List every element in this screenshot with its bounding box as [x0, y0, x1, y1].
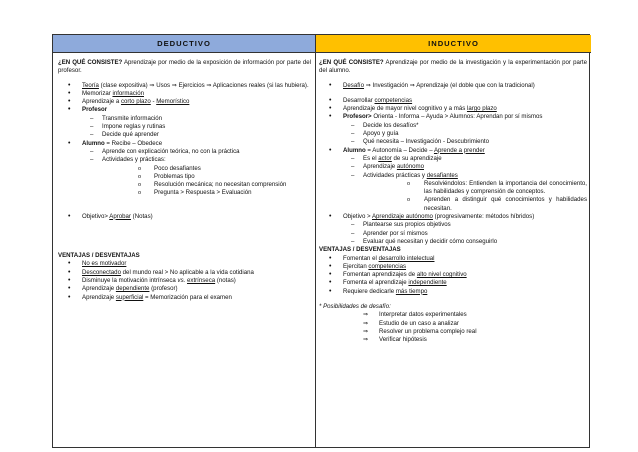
- list-item: • Aprendizaje a corto plazo - Memorístico: [58, 98, 311, 106]
- header-inductivo: INDUCTIVO: [315, 35, 591, 53]
- inductivo-intro: ¿EN QUÉ CONSISTE? Aprendizaje por medio de la investigación y la experimentación por parte del alumno.: [319, 59, 587, 75]
- list-item: – Es el actor de su aprendizaje: [319, 155, 587, 163]
- list-item: – Aprende con explicación teórica, no con la práctica: [58, 148, 311, 156]
- list-item: • Aprendizaje superficial = Memorización para el examen: [58, 294, 311, 302]
- list-item: o Resolución mecánica; no necesitan comprensión: [58, 181, 311, 189]
- header-deductivo: DEDUCTIVO: [53, 35, 315, 53]
- list-item: o Aprenden a distinguir qué conocimientos y habilidades necesitan.: [319, 196, 587, 213]
- list-item: • Requiere dedicarle más tiempo: [319, 288, 587, 296]
- list-item: o Pregunta > Respuesta > Evaluación: [58, 189, 311, 197]
- list-item: • Aprendizaje de mayor nivel cognitivo y a más largo plazo: [319, 105, 587, 113]
- list-item: • Ejercitan competencias: [319, 263, 587, 271]
- list-item: – Impone reglas y rutinas: [58, 123, 311, 131]
- list-item: – Plantearse sus propios objetivos: [319, 221, 587, 229]
- list-item: • Objetivo> Aprobar (Notas): [58, 213, 311, 221]
- list-item: – Qué necesita – Investigación - Descubrimiento: [319, 138, 587, 146]
- list-item: • Disminuye la motivación intrínseca vs. extrínseca (notas): [58, 277, 311, 285]
- inductivo-list: [319, 82, 587, 247]
- list-item: o Poco desafiantes: [58, 165, 311, 173]
- comparison-table: [52, 34, 590, 448]
- list-item: • Objetivo > Aprendizaje autónomo (progresivamente: métodos híbridos): [319, 213, 587, 221]
- list-item: – Decide qué aprender: [58, 131, 311, 139]
- desafio-list: [319, 311, 587, 344]
- list-item: o Problemas tipo: [58, 173, 311, 181]
- list-item: • Desafío ⇒ Investigación ⇒ Aprendizaje (el doble que con la tradicional): [319, 82, 587, 90]
- list-item: • Memorizar información: [58, 90, 311, 98]
- list-item: • Fomentan el desarrollo intelectual: [319, 255, 587, 263]
- deductivo-intro: ¿EN QUÉ CONSISTE? Aprendizaje por medio de la exposición de información por parte del profesor.: [58, 59, 311, 75]
- list-item: – Actividades y prácticas:: [58, 156, 311, 164]
- list-item: • Fomenta el aprendizaje independiente: [319, 279, 587, 287]
- inductivo-ventajas-title: VENTAJAS / DESVENTAJAS: [319, 246, 401, 254]
- list-item: – Actividades prácticas y desafiantes: [319, 172, 587, 180]
- inductivo-column: [315, 53, 591, 447]
- list-item: • No es motivador: [58, 260, 311, 268]
- list-item: • Alumno = Recibe – Obedece: [58, 140, 311, 148]
- list-item: • Profesor> Orienta - Informa – Ayuda > Alumnos: Aprendan por sí mismos: [319, 113, 587, 121]
- list-item: – Apoyo y guía: [319, 130, 587, 138]
- list-item: – Decide los desafíos*: [319, 122, 587, 130]
- deductivo-ventajas-title: VENTAJAS / DESVENTAJAS: [58, 252, 140, 260]
- list-item: • Teoría (clase expositiva) ⇒ Usos ⇒ Ejercicios ⇒ Aplicaciones reales (si las hubiera).: [58, 82, 311, 90]
- desafio-note: * Posibilidades de desafío:: [319, 303, 391, 311]
- list-item: • Desconectado del mundo real > No aplicable a la vida cotidiana: [58, 269, 311, 277]
- list-item: ⇒ Estudio de un caso a analizar: [319, 320, 587, 328]
- list-item: – Evaluar qué necesitan y decidir cómo conseguirlo: [319, 238, 587, 246]
- list-item: – Transmite información: [58, 115, 311, 123]
- list-item: • Alumno = Autonomía – Decide – Aprende a prender: [319, 147, 587, 155]
- list-item: • Aprendizaje dependiente (profesor): [58, 285, 311, 293]
- deductivo-column: [53, 53, 315, 447]
- deductivo-ventajas-list: [58, 260, 311, 301]
- list-item: • Desarrollar competencias: [319, 97, 587, 105]
- list-item: • Fomentan aprendizajes de alto nivel cognitivo: [319, 271, 587, 279]
- list-item: ⇒ Verificar hipótesis: [319, 336, 587, 344]
- list-item: – Aprendizaje autónomo: [319, 163, 587, 171]
- inductivo-ventajas-list: [319, 255, 587, 296]
- deductivo-list: [58, 82, 311, 221]
- list-item: ⇒ Interpretar datos experimentales: [319, 311, 587, 319]
- list-item: o Resolviéndolos: Entienden la importancia del conocimiento, las habilidades y comprensión de conceptos.: [319, 180, 587, 197]
- list-item: – Aprender por sí mismos: [319, 230, 587, 238]
- list-item: • Profesor: [58, 106, 311, 114]
- list-item: ⇒ Resolver un problema complejo real: [319, 328, 587, 336]
